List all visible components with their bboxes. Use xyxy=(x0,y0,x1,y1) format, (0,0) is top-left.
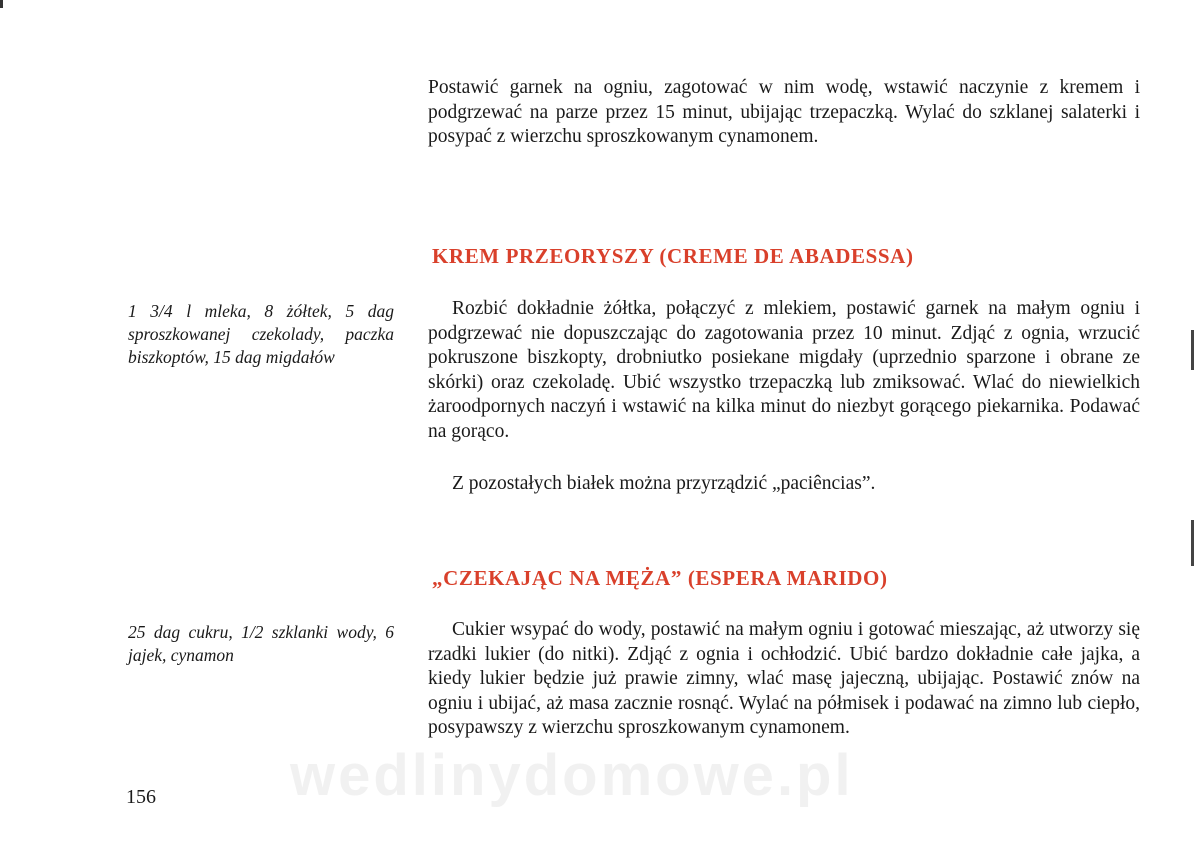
recipe-title-espera-marido: „CZEKAJĄC NA MĘŻA” (ESPERA MARIDO) xyxy=(432,566,888,590)
recipe-note-paciencias: Z pozostałych białek można przyrządzić „paciências”. xyxy=(452,473,876,494)
watermark: wedlinydomowe.pl xyxy=(290,743,854,808)
scan-edge-mark xyxy=(0,0,3,8)
intro-paragraph: Postawić garnek na ogniu, zagotować w nim wodę, wstawić naczynie z kremem i podgrzewać na parze przez 15 minut, ubijając trzepaczką. Wylać do szklanej salaterki i posypać z wierzchu sproszkowanym cynamonem. xyxy=(428,77,1140,147)
recipe-paragraph-espera-marido: Cukier wsypać do wody, postawić na małym ogniu i gotować mieszając, aż utworzy się rzadki lukier (do nitki). Zdjąć z ognia i ochłodzić. Ubić bardzo dokładnie całe jajka, a kiedy lukier będzie już prawie zimny, wlać masę jajeczną, ubijając. Postawić znów na ogniu i ubijać, aż masa zacznie rosnąć. Wylać na półmisek i podawać na zimno lub ciepło, posypawszy z wierzchu sproszkowanym cynamonem. xyxy=(428,619,1140,738)
page-number: 156 xyxy=(126,786,156,808)
recipe-paragraph-krem-przeoryszy: Rozbić dokładnie żółtka, połączyć z mlekiem, postawić garnek na małym ogniu i podgrzewać nie dopuszczając do zagotowania przez 10 minut. Zdjąć z ognia, wrzucić pokruszone biszkopty, drobniutko posiekane migdały (uprzednio sparzone i obrane ze skórki) oraz czekoladę. Ubić wszystko trzepaczką lub zmiksować. Wlać do niewielkich żaroodpornych naczyń i wstawić na kilka minut do niezbyt gorącego piekarnika. Podawać na gorąco. xyxy=(428,298,1140,442)
ingredients-krem-przeoryszy: 1 3/4 l mleka, 8 żółtek, 5 dag sproszkowanej czekolady, paczka biszkoptów, 15 dag migdałów xyxy=(128,301,394,367)
ingredients-espera-marido: 25 dag cukru, 1/2 szklanki wody, 6 jajek, cynamon xyxy=(128,622,394,665)
scan-edge-mark-right xyxy=(1191,330,1194,370)
recipe-title-krem-przeoryszy: KREM PRZEORYSZY (CREME DE ABADESSA) xyxy=(432,244,914,268)
scan-edge-mark-right xyxy=(1191,520,1194,566)
